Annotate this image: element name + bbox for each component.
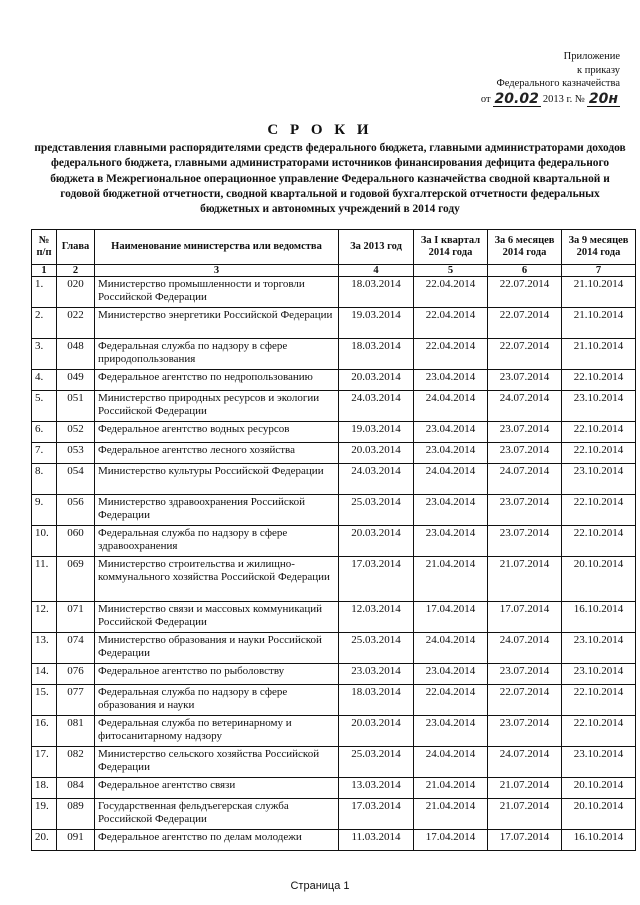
table-body [32,277,636,851]
row-number: 18. [32,778,57,799]
deadline-9m: 16.10.2014 [562,602,636,633]
deadline-q1: 22.04.2014 [414,339,488,370]
chapter-code: 082 [57,747,95,778]
deadline-9m: 22.10.2014 [562,443,636,464]
table-row [32,464,636,495]
order-number-handwritten: 20н [588,90,618,107]
deadline-9m: 21.10.2014 [562,308,636,339]
row-number: 12. [32,602,57,633]
deadline-q1: 23.04.2014 [414,526,488,557]
deadline-q1: 24.04.2014 [414,391,488,422]
table-row [32,422,636,443]
deadline-6m: 22.07.2014 [488,277,562,308]
chapter-code: 060 [57,526,95,557]
row-number: 13. [32,633,57,664]
ministry-name: Министерство промышленности и торговли Российской Федерации [95,277,339,308]
deadline-9m: 22.10.2014 [562,685,636,716]
deadline-q1: 23.04.2014 [414,495,488,526]
deadline-6m: 23.07.2014 [488,443,562,464]
deadline-2013: 25.03.2014 [339,495,414,526]
chapter-code: 053 [57,443,95,464]
row-number: 4. [32,370,57,391]
row-number: 14. [32,664,57,685]
chapter-code: 091 [57,830,95,851]
ministry-name: Министерство энергетики Российской Федерации [95,308,339,339]
deadline-q1: 24.04.2014 [414,747,488,778]
deadline-q1: 23.04.2014 [414,422,488,443]
deadline-q1: 24.04.2014 [414,633,488,664]
chapter-code: 056 [57,495,95,526]
deadline-q1: 21.04.2014 [414,557,488,602]
table-row [32,602,636,633]
deadline-6m: 22.07.2014 [488,685,562,716]
table-row [32,277,636,308]
chapter-code: 048 [57,339,95,370]
deadline-6m: 21.07.2014 [488,778,562,799]
document-title: С Р О К И [267,122,373,138]
row-number: 15. [32,685,57,716]
table-row [32,747,636,778]
chapter-code: 049 [57,370,95,391]
appendix-treasury: Федерального казначейства [496,78,620,89]
deadline-9m: 23.10.2014 [562,747,636,778]
table-row [32,685,636,716]
chapter-code: 081 [57,716,95,747]
deadline-6m: 23.07.2014 [488,370,562,391]
deadline-9m: 21.10.2014 [562,277,636,308]
deadline-2013: 19.03.2014 [339,422,414,443]
deadline-6m: 22.07.2014 [488,308,562,339]
deadline-6m: 24.07.2014 [488,464,562,495]
deadline-9m: 23.10.2014 [562,391,636,422]
order-from-label: от [480,94,491,105]
page-footer: Страница 1 [290,880,350,892]
ministry-name: Министерство природных ресурсов и экологии Российской Федерации [95,391,339,422]
ministry-name: Федеральная служба по надзору в сфере природопользования [95,339,339,370]
deadline-2013: 17.03.2014 [339,799,414,830]
table-row [32,526,636,557]
chapter-code: 054 [57,464,95,495]
deadline-2013: 12.03.2014 [339,602,414,633]
row-number: 9. [32,495,57,526]
deadline-2013: 11.03.2014 [339,830,414,851]
chapter-code: 052 [57,422,95,443]
table-row [32,799,636,830]
ministry-name: Федеральное агентство по недропользованию [95,370,339,391]
table-row [32,391,636,422]
column-header: Глава [57,230,95,265]
chapter-code: 077 [57,685,95,716]
column-header: За I квартал 2014 года [414,230,488,265]
order-date-handwritten: 20.02 [494,90,539,107]
deadline-2013: 20.03.2014 [339,370,414,391]
ministry-name: Федеральное агентство по делам молодежи [95,830,339,851]
ministry-name: Министерство связи и массовых коммуникаций Российской Федерации [95,602,339,633]
ministry-name: Федеральное агентство связи [95,778,339,799]
row-number: 1. [32,277,57,308]
deadline-q1: 23.04.2014 [414,664,488,685]
deadline-9m: 22.10.2014 [562,370,636,391]
deadline-2013: 19.03.2014 [339,308,414,339]
deadline-6m: 23.07.2014 [488,526,562,557]
deadline-q1: 21.04.2014 [414,778,488,799]
deadline-6m: 21.07.2014 [488,799,562,830]
deadline-9m: 20.10.2014 [562,799,636,830]
table-row [32,716,636,747]
chapter-code: 022 [57,308,95,339]
deadline-q1: 22.04.2014 [414,308,488,339]
ministry-name: Государственная фельдъегерская служба Российской Федерации [95,799,339,830]
deadline-q1: 22.04.2014 [414,685,488,716]
deadline-6m: 17.07.2014 [488,602,562,633]
deadline-q1: 23.04.2014 [414,443,488,464]
deadline-6m: 23.07.2014 [488,664,562,685]
ministry-name: Министерство сельского хозяйства Российской Федерации [95,747,339,778]
column-index: 1 [32,265,57,277]
table-header-row [32,230,636,265]
deadline-6m: 24.07.2014 [488,633,562,664]
appendix-to-order: к приказу [577,64,620,76]
row-number: 8. [32,464,57,495]
column-header: За 9 месяцев 2014 года [562,230,636,265]
column-index: 2 [57,265,95,277]
deadline-q1: 23.04.2014 [414,370,488,391]
table-row [32,443,636,464]
deadline-q1: 17.04.2014 [414,602,488,633]
deadline-q1: 24.04.2014 [414,464,488,495]
table-row [32,830,636,851]
deadline-2013: 18.03.2014 [339,339,414,370]
ministry-name: Министерство строительства и жилищно-коммунального хозяйства Российской Федерации [95,557,339,602]
table-index-row [32,265,636,277]
row-number: 17. [32,747,57,778]
deadline-9m: 22.10.2014 [562,526,636,557]
row-number: 19. [32,799,57,830]
table-row [32,308,636,339]
deadline-9m: 22.10.2014 [562,422,636,443]
chapter-code: 089 [57,799,95,830]
deadline-2013: 13.03.2014 [339,778,414,799]
table-row [32,495,636,526]
column-index: 7 [562,265,636,277]
row-number: 11. [32,557,57,602]
deadline-2013: 20.03.2014 [339,443,414,464]
deadlines-table [31,229,636,851]
appendix-block [430,50,620,107]
chapter-code: 071 [57,602,95,633]
chapter-code: 074 [57,633,95,664]
chapter-code: 051 [57,391,95,422]
deadline-2013: 20.03.2014 [339,526,414,557]
deadline-9m: 20.10.2014 [562,557,636,602]
document-subtitle: представления главными распорядителями средств федерального бюджета, главными администраторами доходов федерального бюджета, главными администраторами источников финансирования дефицита федерального бюджета в Межрегиональное операционное управление Федерального казначейства сводной квартальной и годовой бюджетной отчетности, сводной квартальной и годовой бухгалтерской отчетности федеральных бюджетных и автономных учреждений в 2014 году [34,142,626,216]
ministry-name: Министерство культуры Российской Федерации [95,464,339,495]
row-number: 10. [32,526,57,557]
deadline-2013: 24.03.2014 [339,464,414,495]
ministry-name: Министерство здравоохранения Российской Федерации [95,495,339,526]
row-number: 16. [32,716,57,747]
deadline-6m: 21.07.2014 [488,557,562,602]
deadline-2013: 25.03.2014 [339,633,414,664]
table-row [32,339,636,370]
chapter-code: 076 [57,664,95,685]
deadline-9m: 23.10.2014 [562,633,636,664]
ministry-name: Федеральное агентство лесного хозяйства [95,443,339,464]
deadline-9m: 22.10.2014 [562,495,636,526]
deadline-9m: 23.10.2014 [562,464,636,495]
table-row [32,633,636,664]
row-number: 5. [32,391,57,422]
deadline-9m: 22.10.2014 [562,716,636,747]
appendix-label: Приложение [563,51,620,62]
deadline-6m: 24.07.2014 [488,747,562,778]
deadline-2013: 18.03.2014 [339,685,414,716]
deadline-6m: 23.07.2014 [488,422,562,443]
ministry-name: Министерство образования и науки Российской Федерации [95,633,339,664]
order-date-line [430,92,620,107]
column-header: № п/п [32,230,57,265]
deadline-6m: 24.07.2014 [488,391,562,422]
deadline-q1: 21.04.2014 [414,799,488,830]
ministry-name: Федеральная служба по надзору в сфере здравоохранения [95,526,339,557]
column-header: За 6 месяцев 2014 года [488,230,562,265]
table-row [32,778,636,799]
column-header: За 2013 год [339,230,414,265]
deadline-2013: 24.03.2014 [339,391,414,422]
deadline-6m: 23.07.2014 [488,495,562,526]
table-row [32,370,636,391]
deadline-q1: 23.04.2014 [414,716,488,747]
deadline-q1: 22.04.2014 [414,277,488,308]
deadline-2013: 17.03.2014 [339,557,414,602]
deadline-9m: 21.10.2014 [562,339,636,370]
row-number: 6. [32,422,57,443]
ministry-name: Федеральная служба по ветеринарному и фитосанитарному надзору [95,716,339,747]
deadline-6m: 22.07.2014 [488,339,562,370]
deadline-9m: 20.10.2014 [562,778,636,799]
deadline-q1: 17.04.2014 [414,830,488,851]
deadline-2013: 20.03.2014 [339,716,414,747]
column-index: 4 [339,265,414,277]
ministry-name: Федеральная служба по надзору в сфере образования и науки [95,685,339,716]
table-row [32,557,636,602]
deadline-9m: 16.10.2014 [562,830,636,851]
deadline-2013: 18.03.2014 [339,277,414,308]
ministry-name: Федеральное агентство водных ресурсов [95,422,339,443]
deadline-6m: 23.07.2014 [488,716,562,747]
chapter-code: 069 [57,557,95,602]
chapter-code: 020 [57,277,95,308]
column-index: 5 [414,265,488,277]
row-number: 20. [32,830,57,851]
row-number: 2. [32,308,57,339]
chapter-code: 084 [57,778,95,799]
deadline-9m: 23.10.2014 [562,664,636,685]
ministry-name: Федеральное агентство по рыболовству [95,664,339,685]
deadline-6m: 17.07.2014 [488,830,562,851]
column-index: 6 [488,265,562,277]
table-row [32,664,636,685]
deadline-2013: 25.03.2014 [339,747,414,778]
order-year: 2013 г. № [542,94,585,105]
row-number: 7. [32,443,57,464]
row-number: 3. [32,339,57,370]
deadline-2013: 23.03.2014 [339,664,414,685]
column-header: Наименование министерства или ведомства [95,230,339,265]
column-index: 3 [95,265,339,277]
